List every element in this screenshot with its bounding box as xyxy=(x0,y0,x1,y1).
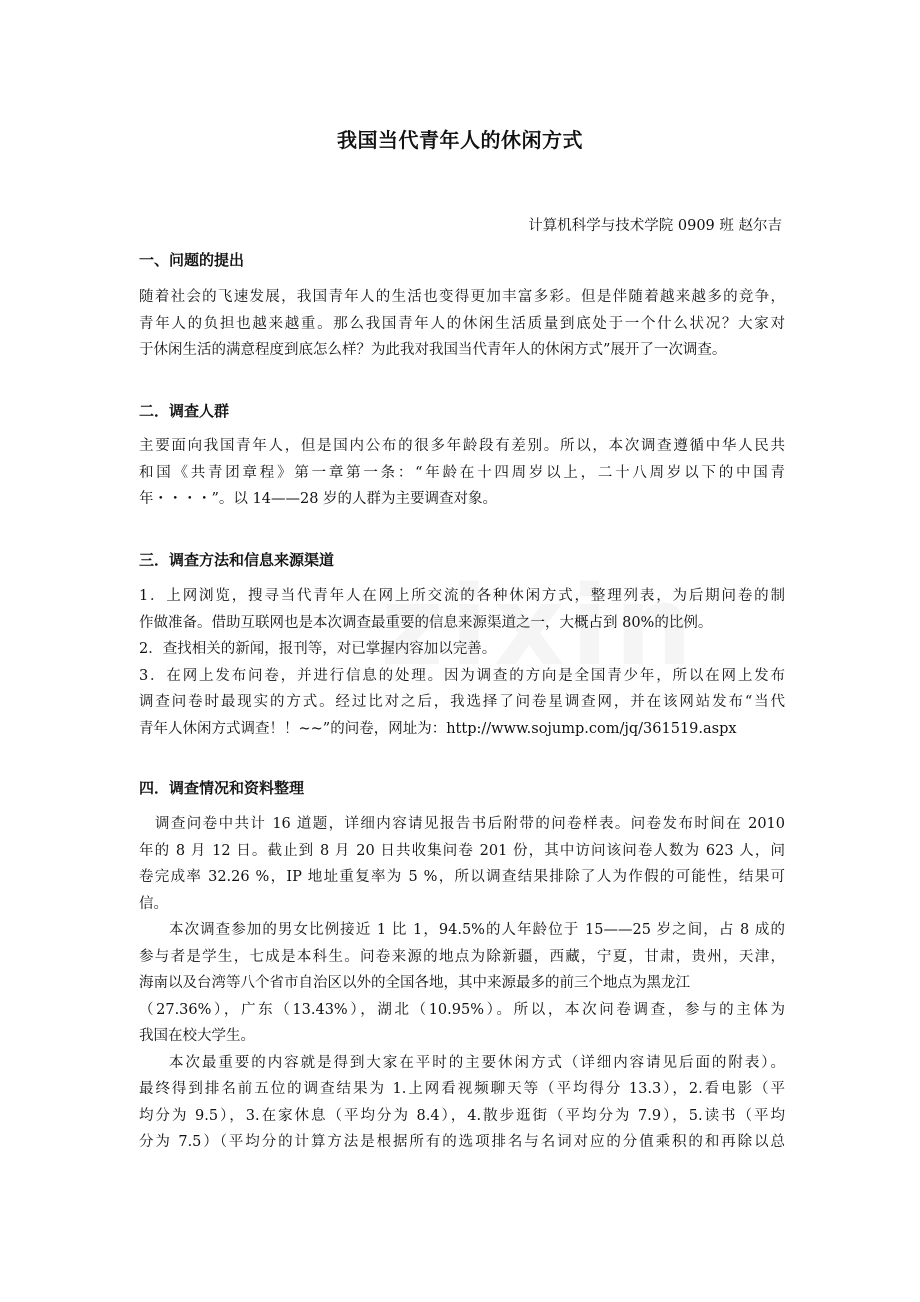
author-line: 计算机科学与技术学院 0909 班 赵尔吉 xyxy=(528,218,782,234)
body-line: 卷完成率 32.26 %，IP 地址重复率为 5 %，所以调查结果排除了人为作假的可能性，结果可 xyxy=(139,869,785,885)
body-line: 主要面向我国青年人，但是国内公布的很多年龄段有差别。所以，本次调查遵循中华人民共 xyxy=(139,438,785,454)
section-heading-1: 一、问题的提出 xyxy=(139,251,245,269)
body-line: 2．查找相关的新闻，报刊等，对已掌握内容加以完善。 xyxy=(139,641,497,657)
section-body-2 xyxy=(139,433,785,513)
section-heading-4: 四．调查情况和资料整理 xyxy=(139,779,305,797)
body-line: 青年人休闲方式调查！！~~”的问卷，网址为：http://www.sojump.com/jq/361519.aspx xyxy=(139,720,737,737)
body-line: 参与者是学生，七成是本科生。问卷来源的地点为除新疆，西藏，宁夏，甘肃，贵州，天津， xyxy=(139,948,785,965)
body-line: 作做准备。借助互联网也是本次调查最重要的信息来源渠道之一，大概占到 80%的比例。 xyxy=(139,614,713,631)
body-line: 和国《共青团章程》第一章第一条：“年龄在十四周岁以上，二十八周岁以下的中国青 xyxy=(139,464,785,481)
body-line: 年的 8 月 12 日。截止到 8 月 20 日共收集问卷 201 份，其中访问该问卷人数为 623 人，问 xyxy=(139,842,785,859)
body-line: 随着社会的飞速发展，我国青年人的生活也变得更加丰富多彩。但是伴随着越来越多的竞争， xyxy=(139,289,785,305)
section-body-4 xyxy=(139,811,785,1156)
section-body-3 xyxy=(139,583,785,742)
body-line: 3．在网上发布问卷，并进行信息的处理。因为调查的方向是全国青少年，所以在网上发布 xyxy=(139,667,785,684)
body-line: 分为 7.5）（平均分的计算方法是根据所有的选项排名与名词对应的分值乘积的和再除以总 xyxy=(139,1134,785,1150)
body-line: 青年人的负担也越来越重。那么我国青年人的休闲生活质量到底处于一个什么状况？大家对 xyxy=(139,315,785,332)
document-title: 我国当代青年人的休闲方式 xyxy=(337,128,583,152)
body-line: 调查问卷中共计 16 道题，详细内容请见报告书后附带的问卷样表。问卷发布时间在 2010 xyxy=(155,816,785,832)
body-line: 本次最重要的内容就是得到大家在平时的主要休闲方式（详细内容请见后面的附表）。 xyxy=(169,1054,785,1071)
body-line: （27.36%），广东（13.43%），湖北（10.95%）。所以，本次问卷调查，参与的主体为 xyxy=(139,1001,785,1018)
section-heading-2: 二．调查人群 xyxy=(139,402,230,420)
body-line: 信。 xyxy=(139,895,168,912)
body-line: 最终得到排名前五位的调查结果为 1.上网看视频聊天等（平均得分 13.3），2.看电影（平 xyxy=(139,1081,785,1097)
body-line: 我国在校大学生。 xyxy=(139,1028,255,1044)
body-line: 本次调查参加的男女比例接近 1 比 1，94.5%的人年龄位于 15——25 岁之间，占 8 成的 xyxy=(169,922,785,938)
body-line: 调查问卷时最现实的方式。经过比对之后，我选择了问卷星调查网，并在该网站发布“当代 xyxy=(139,694,785,710)
body-line: 于休闲生活的满意程度到底怎么样？为此我对我国当代青年人的休闲方式”展开了一次调查。 xyxy=(139,342,727,358)
body-line: 年・・・・”。以 14——28 岁的人群为主要调查对象。 xyxy=(139,491,498,507)
section-body-1 xyxy=(139,284,785,364)
body-line: 1．上网浏览，搜寻当代青年人在网上所交流的各种休闲方式，整理列表，为后期问卷的制 xyxy=(139,588,785,604)
section-heading-3: 三．调查方法和信息来源渠道 xyxy=(139,551,335,569)
body-line: 均分为 9.5），3.在家休息（平均分为 8.4），4.散步逛街（平均分为 7.9），5.读书（平均 xyxy=(139,1107,785,1124)
body-line: 海南以及台湾等八个省市自治区以外的全国各地，其中来源最多的前三个地点为黑龙江 xyxy=(139,975,690,991)
